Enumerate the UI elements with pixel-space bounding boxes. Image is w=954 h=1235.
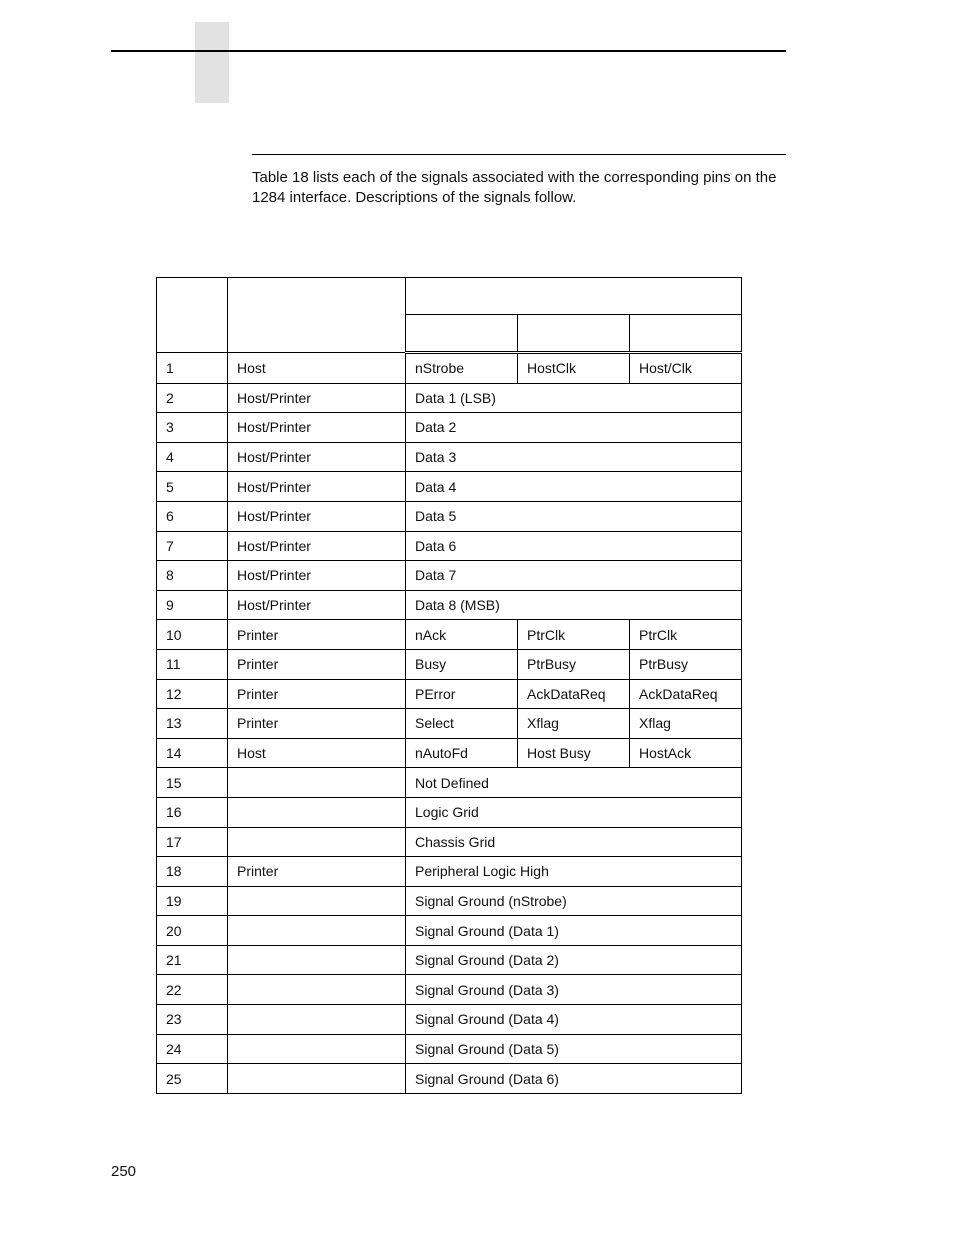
pin-cell: 4 [157, 442, 228, 472]
signal-cell-mode-2: HostClk [518, 353, 630, 384]
table-row [157, 649, 742, 679]
table-row [157, 383, 742, 413]
header-cell-pin [157, 278, 228, 353]
pin-cell: 14 [157, 738, 228, 768]
table-row [157, 738, 742, 768]
pin-cell: 5 [157, 472, 228, 502]
source-cell [228, 1005, 406, 1035]
source-cell: Printer [228, 649, 406, 679]
signal-cell: Chassis Grid [406, 827, 742, 857]
table-row [157, 827, 742, 857]
pin-cell: 1 [157, 353, 228, 384]
intro-paragraph: Table 18 lists each of the signals associated with the corresponding pins on the 1284 interface. Descriptions of the signals follow. [252, 169, 777, 206]
table-row [157, 679, 742, 709]
pin-cell: 22 [157, 975, 228, 1005]
table-row [157, 797, 742, 827]
signal-cell: Signal Ground (Data 3) [406, 975, 742, 1005]
signal-cell: Signal Ground (Data 1) [406, 916, 742, 946]
pin-cell: 7 [157, 531, 228, 561]
source-cell: Printer [228, 620, 406, 650]
table-row [157, 886, 742, 916]
source-cell: Host/Printer [228, 531, 406, 561]
source-cell: Printer [228, 709, 406, 739]
table-row [157, 590, 742, 620]
pin-cell: 3 [157, 413, 228, 443]
table-row [157, 501, 742, 531]
page-number: 250 [111, 1163, 137, 1180]
signal-cell: Not Defined [406, 768, 742, 798]
table-row [157, 975, 742, 1005]
signal-cell: Peripheral Logic High [406, 857, 742, 887]
source-cell [228, 1034, 406, 1064]
signal-cell: Data 2 [406, 413, 742, 443]
source-cell [228, 916, 406, 946]
section-rule [252, 154, 786, 155]
table-row [157, 413, 742, 443]
source-cell [228, 768, 406, 798]
signal-cell-mode-2: PtrClk [518, 620, 630, 650]
table-row [157, 1064, 742, 1094]
header-cell-mode-1 [406, 315, 518, 353]
signal-cell: Signal Ground (Data 4) [406, 1005, 742, 1035]
pin-cell: 9 [157, 590, 228, 620]
signal-cell: Data 5 [406, 501, 742, 531]
signal-cell-mode-2: Host Busy [518, 738, 630, 768]
header-cell-source [228, 278, 406, 353]
pin-cell: 13 [157, 709, 228, 739]
source-cell: Host/Printer [228, 472, 406, 502]
signal-cell: Logic Grid [406, 797, 742, 827]
source-cell: Printer [228, 679, 406, 709]
source-cell: Host [228, 353, 406, 384]
signal-cell: Signal Ground (Data 6) [406, 1064, 742, 1094]
source-cell [228, 945, 406, 975]
source-cell [228, 886, 406, 916]
table-row [157, 857, 742, 887]
signal-cell: Signal Ground (nStrobe) [406, 886, 742, 916]
table-row [157, 561, 742, 591]
source-cell: Host [228, 738, 406, 768]
table-row [157, 442, 742, 472]
pin-cell: 12 [157, 679, 228, 709]
signal-cell-mode-3: Host/Clk [630, 353, 742, 384]
table-row [157, 709, 742, 739]
pin-cell: 18 [157, 857, 228, 887]
table-row [157, 1034, 742, 1064]
signal-cell: Signal Ground (Data 2) [406, 945, 742, 975]
source-cell [228, 827, 406, 857]
source-cell: Host/Printer [228, 383, 406, 413]
table-row [157, 620, 742, 650]
pin-cell: 24 [157, 1034, 228, 1064]
source-cell [228, 1064, 406, 1094]
chapter-tab [195, 22, 229, 103]
source-cell: Host/Printer [228, 561, 406, 591]
signal-cell: Data 7 [406, 561, 742, 591]
signal-cell-mode-1: PError [406, 679, 518, 709]
pin-cell: 17 [157, 827, 228, 857]
pin-cell: 21 [157, 945, 228, 975]
table-row [157, 1005, 742, 1035]
signal-cell-mode-1: nAck [406, 620, 518, 650]
table-row [157, 472, 742, 502]
pin-cell: 10 [157, 620, 228, 650]
table-row [157, 768, 742, 798]
signal-cell-mode-3: PtrBusy [630, 649, 742, 679]
table-row [157, 945, 742, 975]
signal-cell-mode-1: Busy [406, 649, 518, 679]
signal-cell-mode-3: Xflag [630, 709, 742, 739]
signal-cell-mode-2: AckDataReq [518, 679, 630, 709]
pin-cell: 6 [157, 501, 228, 531]
signal-cell-mode-1: nAutoFd [406, 738, 518, 768]
source-cell: Host/Printer [228, 413, 406, 443]
pin-cell: 23 [157, 1005, 228, 1035]
signal-cell-mode-1: Select [406, 709, 518, 739]
header-cell-signal-group [406, 278, 742, 315]
source-cell [228, 975, 406, 1005]
source-cell: Host/Printer [228, 590, 406, 620]
signal-cell-mode-2: PtrBusy [518, 649, 630, 679]
source-cell: Printer [228, 857, 406, 887]
pin-cell: 2 [157, 383, 228, 413]
signal-cell: Data 8 (MSB) [406, 590, 742, 620]
signal-cell: Data 3 [406, 442, 742, 472]
signal-cell: Data 6 [406, 531, 742, 561]
table-row [157, 353, 742, 384]
header-cell-mode-3 [630, 315, 742, 353]
pin-cell: 11 [157, 649, 228, 679]
pin-cell: 16 [157, 797, 228, 827]
signal-cell-mode-3: AckDataReq [630, 679, 742, 709]
pin-cell: 19 [157, 886, 228, 916]
header-cell-mode-2 [518, 315, 630, 353]
table-row [157, 916, 742, 946]
signal-pin-table [156, 277, 742, 1094]
source-cell: Host/Printer [228, 501, 406, 531]
pin-cell: 15 [157, 768, 228, 798]
signal-cell-mode-3: PtrClk [630, 620, 742, 650]
pin-cell: 8 [157, 561, 228, 591]
signal-cell-mode-1: nStrobe [406, 353, 518, 384]
table-header-row [157, 278, 742, 315]
source-cell: Host/Printer [228, 442, 406, 472]
signal-cell: Data 1 (LSB) [406, 383, 742, 413]
table-row [157, 531, 742, 561]
pin-cell: 20 [157, 916, 228, 946]
signal-cell-mode-3: HostAck [630, 738, 742, 768]
source-cell [228, 797, 406, 827]
signal-cell: Signal Ground (Data 5) [406, 1034, 742, 1064]
pin-cell: 25 [157, 1064, 228, 1094]
header-rule [111, 50, 786, 52]
signal-cell: Data 4 [406, 472, 742, 502]
signal-cell-mode-2: Xflag [518, 709, 630, 739]
